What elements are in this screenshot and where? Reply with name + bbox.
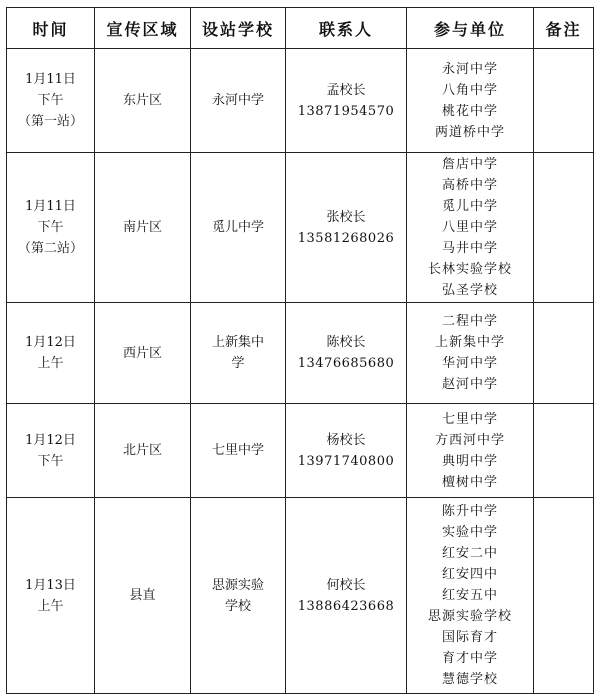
school-cell-line: 觅儿中学 [211,220,264,235]
time-cell-line: 1月13日 [25,577,76,593]
units-cell-line: 两道桥中学 [434,124,505,140]
time-cell [7,303,95,404]
units-cell-line: 慧德学校 [441,672,498,687]
units-cell-line: 高桥中学 [441,178,498,193]
units-cell-line: 红安四中 [441,567,498,582]
units-cell-line: 思源实验学校 [427,609,512,624]
units-cell-line: 陈升中学 [441,504,498,519]
time-cell-line: 1月12日 [25,335,76,350]
units-cell-line: 育才中学 [441,651,498,666]
units-cell [407,498,534,694]
area-cell: 西片区 [95,303,191,404]
units-cell-line: 长林实验学校 [427,262,512,277]
table-row [7,303,594,404]
units-cell-line: 马井中学 [441,241,498,256]
contact-cell [286,153,407,303]
header-units: 参与单位 [407,8,534,49]
time-cell-line: （第一站） [17,114,83,129]
header-time: 时间 [7,8,95,49]
units-cell-line: 典明中学 [441,453,498,469]
school-cell-line: 上新集中 [211,335,264,350]
header-area: 宣传区域 [95,8,191,49]
header-remark: 备注 [534,8,594,49]
units-cell-line: 方西河中学 [434,432,505,448]
contact-name: 何校长 [326,577,366,593]
school-cell-line: 学 [231,356,245,371]
units-cell-line: 上新集中学 [434,335,505,350]
units-cell-line: 觅儿中学 [441,199,498,214]
contact-name: 张校长 [326,209,366,225]
contact-name: 杨校长 [326,432,366,448]
units-cell [407,153,534,303]
contact-cell [286,498,407,694]
units-cell-line: 八角中学 [441,82,498,98]
contact-phone: 13886423668 [297,598,395,614]
area-cell: 县直 [95,498,191,694]
contact-cell [286,49,407,153]
contact-phone: 13871954570 [297,103,395,119]
school-cell [191,303,286,404]
time-cell-line: 1月12日 [25,432,76,448]
units-cell-line: 八里中学 [441,220,498,235]
school-cell-line: 七里中学 [211,443,264,458]
units-cell-line: 弘圣学校 [441,283,498,298]
schedule-table [6,7,594,694]
time-cell [7,404,95,498]
school-cell [191,153,286,303]
school-cell [191,49,286,153]
contact-name: 陈校长 [326,335,366,350]
units-cell-line: 红安二中 [441,546,498,561]
table-row [7,498,594,694]
time-cell-line: （第二站） [17,241,83,256]
table-row [7,404,594,498]
time-cell-line: 1月11日 [25,199,76,214]
contact-cell [286,404,407,498]
school-cell [191,498,286,694]
remark-cell [534,49,594,153]
remark-cell [534,404,594,498]
table-row [7,49,594,153]
school-cell-line: 学校 [224,598,251,614]
time-cell-line: 下午 [37,220,64,235]
contact-phone: 13476685680 [297,356,395,371]
school-cell-line: 思源实验 [211,577,264,593]
time-cell-line: 上午 [37,598,64,614]
units-cell-line: 永河中学 [441,61,498,77]
units-cell [407,404,534,498]
area-cell: 南片区 [95,153,191,303]
contact-cell [286,303,407,404]
time-cell [7,498,95,694]
contact-phone: 13581268026 [297,230,395,246]
time-cell-line: 上午 [37,356,64,371]
units-cell-line: 国际育才 [441,630,498,645]
time-cell-line: 下午 [37,453,64,469]
time-cell-line: 1月11日 [25,72,76,87]
area-cell: 北片区 [95,404,191,498]
units-cell-line: 詹店中学 [441,157,498,172]
units-cell-line: 实验中学 [441,525,498,540]
header-row [7,8,594,49]
time-cell [7,153,95,303]
area-cell: 东片区 [95,49,191,153]
units-cell [407,49,534,153]
remark-cell [534,498,594,694]
units-cell [407,303,534,404]
time-cell-line: 下午 [37,93,64,108]
units-cell-line: 檀树中学 [441,474,498,490]
remark-cell [534,153,594,303]
contact-phone: 13971740800 [297,453,395,469]
contact-name: 孟校长 [326,82,366,98]
school-cell [191,404,286,498]
units-cell-line: 桃花中学 [441,103,498,119]
units-cell-line: 红安五中 [441,588,498,603]
units-cell-line: 赵河中学 [441,377,498,392]
header-contact: 联系人 [286,8,407,49]
table-row [7,153,594,303]
remark-cell [534,303,594,404]
school-cell-line: 永河中学 [211,93,264,108]
units-cell-line: 二程中学 [441,314,498,329]
header-school: 设站学校 [191,8,286,49]
units-cell-line: 七里中学 [441,411,498,427]
table-body [7,49,594,694]
time-cell [7,49,95,153]
units-cell-line: 华河中学 [441,356,498,371]
